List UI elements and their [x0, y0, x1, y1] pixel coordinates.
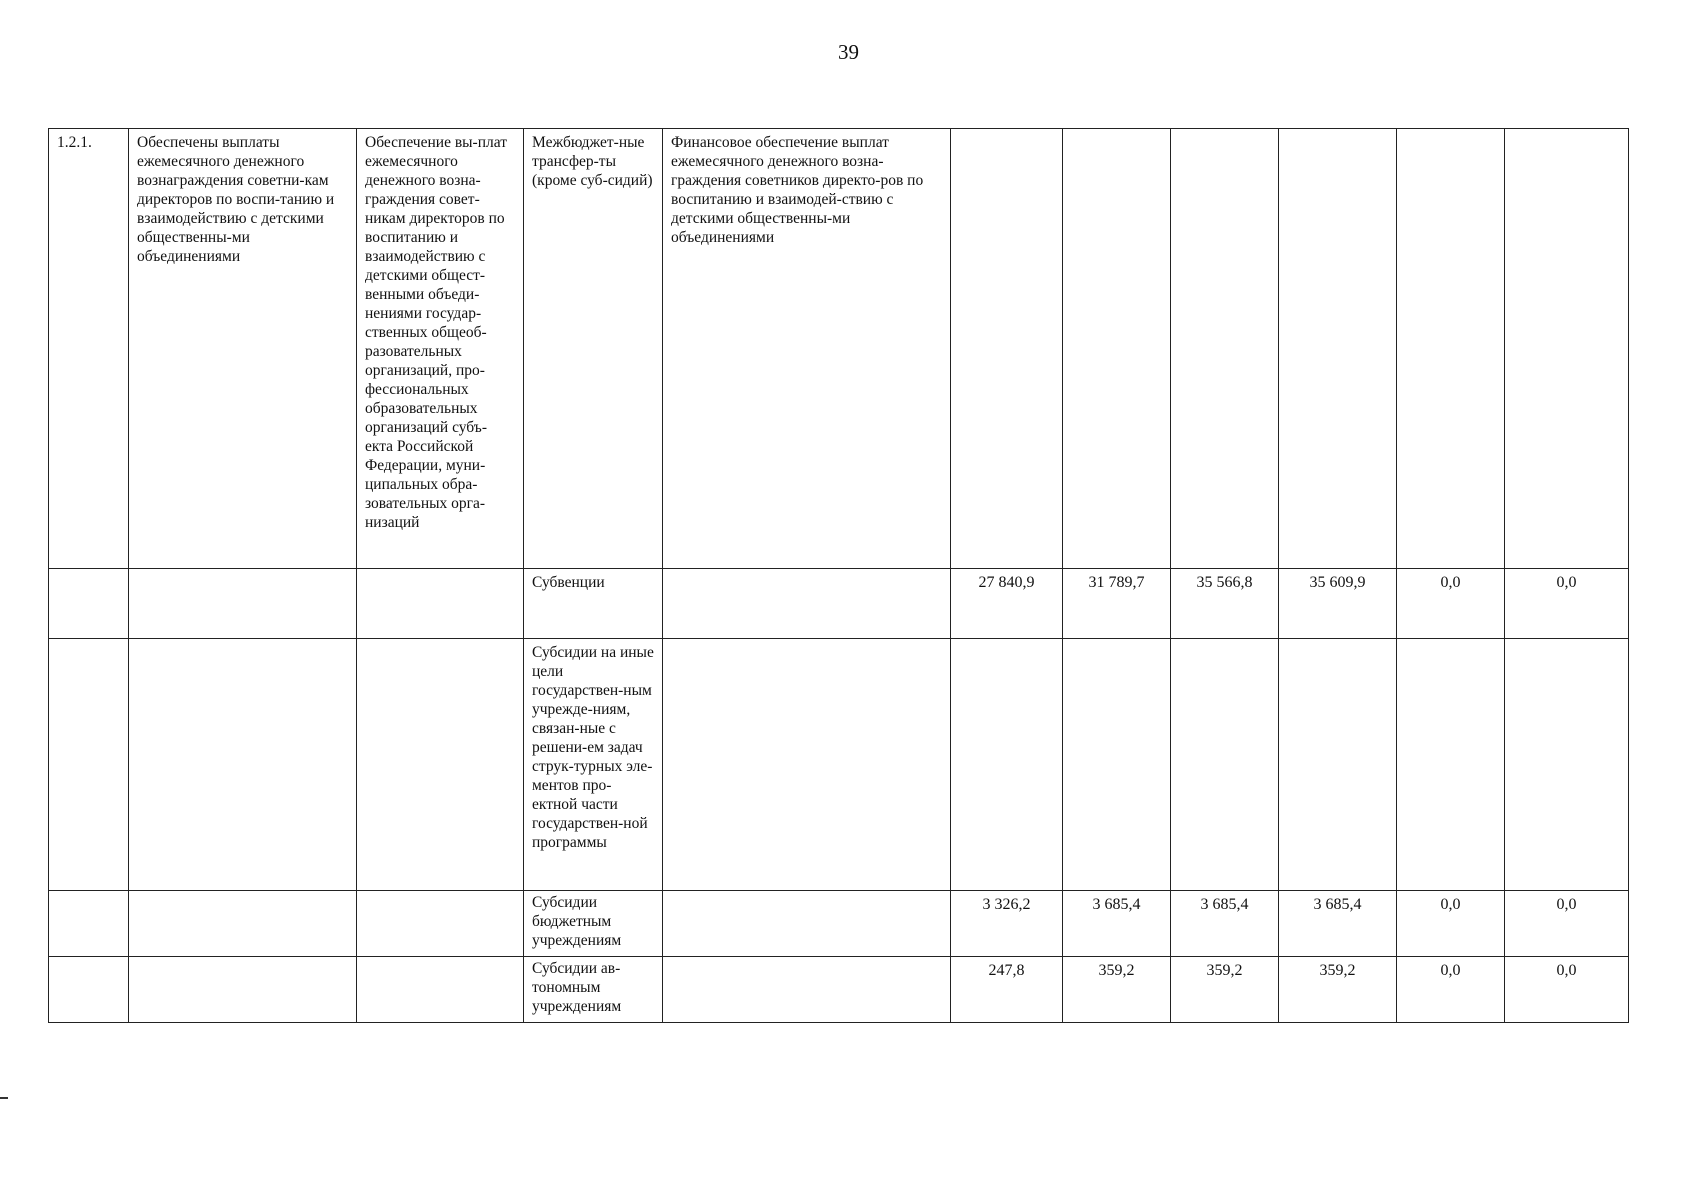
margin-mark [0, 1097, 8, 1099]
table-row [49, 957, 1629, 1023]
funding-type-cell: Субсидии ав-тономным учреждениям [524, 957, 663, 1023]
description-cell [663, 891, 951, 957]
value-cell [951, 129, 1063, 569]
event-cell [357, 639, 524, 891]
value-cell: 0,0 [1505, 957, 1629, 1023]
result-cell [129, 639, 357, 891]
value-cell: 0,0 [1505, 569, 1629, 639]
event-cell [357, 891, 524, 957]
value-cell: 3 685,4 [1279, 891, 1397, 957]
value-cell: 359,2 [1171, 957, 1279, 1023]
value-cell: 359,2 [1063, 957, 1171, 1023]
result-cell [129, 891, 357, 957]
result-cell [129, 957, 357, 1023]
value-cell: 359,2 [1279, 957, 1397, 1023]
value-cell: 0,0 [1397, 957, 1505, 1023]
value-cell [1171, 129, 1279, 569]
value-cell: 3 326,2 [951, 891, 1063, 957]
value-cell [1063, 639, 1171, 891]
value-cell: 247,8 [951, 957, 1063, 1023]
value-cell: 35 566,8 [1171, 569, 1279, 639]
event-cell [357, 957, 524, 1023]
budget-table [48, 128, 1629, 1023]
value-cell [1397, 129, 1505, 569]
event-cell [357, 569, 524, 639]
value-cell: 31 789,7 [1063, 569, 1171, 639]
value-cell [951, 639, 1063, 891]
funding-type-cell: Межбюджет-ные трансфер-ты (кроме суб-сидий) [524, 129, 663, 569]
value-cell: 3 685,4 [1171, 891, 1279, 957]
table-row [49, 569, 1629, 639]
value-cell: 0,0 [1397, 569, 1505, 639]
value-cell [1505, 129, 1629, 569]
result-cell [129, 569, 357, 639]
value-cell [1063, 129, 1171, 569]
row-code-cell [49, 891, 129, 957]
row-code-cell [49, 639, 129, 891]
value-cell [1279, 639, 1397, 891]
value-cell: 0,0 [1505, 891, 1629, 957]
funding-type-cell: Субсидии бюджетным учреждениям [524, 891, 663, 957]
description-cell [663, 569, 951, 639]
value-cell: 27 840,9 [951, 569, 1063, 639]
value-cell: 3 685,4 [1063, 891, 1171, 957]
event-cell: Обеспечение вы-плат ежемесячного денежного возна-граждения совет-никам директоров по воспитанию и взаимодействию с детскими общест-венными объеди-нениями государ-ственных общеоб-разовательных организаций, про-фессиональных образовательных организаций субъ-екта Российской Федерации, муни-ципальных обра-зовательных орга-низаций [357, 129, 524, 569]
row-code-cell: 1.2.1. [49, 129, 129, 569]
value-cell [1171, 639, 1279, 891]
table-row [49, 639, 1629, 891]
funding-type-cell: Субвенции [524, 569, 663, 639]
value-cell [1505, 639, 1629, 891]
row-code-cell [49, 569, 129, 639]
row-code-cell [49, 957, 129, 1023]
value-cell [1279, 129, 1397, 569]
table-row [49, 129, 1629, 569]
description-cell: Финансовое обеспечение выплат ежемесячного денежного возна-граждения советников директо-ров по воспитанию и взаимодей-ствию с детскими общественны-ми объединениями [663, 129, 951, 569]
page-number: 39 [838, 40, 859, 64]
funding-type-cell: Субсидии на иные цели государствен-ным учрежде-ниям, связан-ные с решени-ем задач струк-турных эле-ментов про-ектной части государствен-ной программы [524, 639, 663, 891]
table-row [49, 891, 1629, 957]
value-cell: 0,0 [1397, 891, 1505, 957]
description-cell [663, 957, 951, 1023]
result-cell: Обеспечены выплаты ежемесячного денежного вознаграждения советни-кам директоров по воспи-танию и взаимодействию с детскими общественны-ми объединениями [129, 129, 357, 569]
value-cell [1397, 639, 1505, 891]
value-cell: 35 609,9 [1279, 569, 1397, 639]
description-cell [663, 639, 951, 891]
